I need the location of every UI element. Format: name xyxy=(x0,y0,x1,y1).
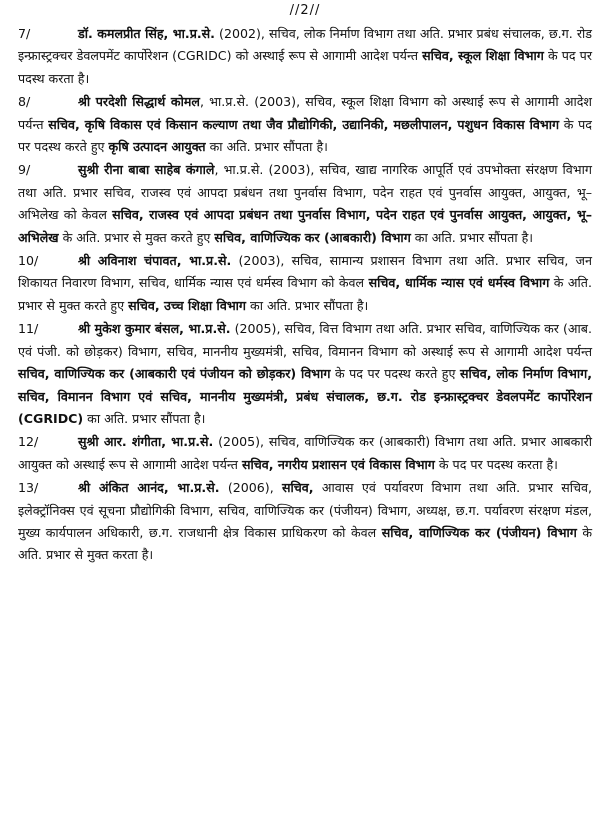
charge-bold-text: सचिव, वाणिज्यिक कर (आबकारी) विभाग xyxy=(214,229,411,245)
paragraph-number: 12/ xyxy=(18,434,39,450)
paragraph-text: (2005), सचिव, वाणिज्यिक कर (आबकारी) विभाग तथा अति. प्रभार आबकारी आयुक्त को अस्थाई रूप से आगामी आदेश पर्यन्त xyxy=(18,434,592,472)
officer-name: श्री अंकित आनंद, भा.प्र.से. xyxy=(78,480,220,496)
paragraph-text: के अति. प्रभार से मुक्त करते हुए xyxy=(58,229,215,245)
paragraph-text: के पद पर पदस्थ करता है। xyxy=(434,456,558,472)
designation-bold-text: सचिव, xyxy=(282,480,314,496)
charge-bold-text: सचिव, उच्च शिक्षा विभाग xyxy=(128,297,247,313)
posting-bold-text: सचिव, वाणिज्यिक कर (आबकारी एवं पंजीयन को छोड़कर) विभाग xyxy=(18,366,331,382)
order-paragraph-13 xyxy=(18,477,592,567)
paragraph-text: , भा.प्र.से. (2003), सचिव, स्कूल शिक्षा विभाग को अस्थाई रूप से आगामी आदेश पर्यन्त xyxy=(18,94,592,132)
paragraph-text: के पद पर पदस्थ करता है। xyxy=(18,48,592,86)
posting-bold-text: सचिव, स्कूल शिक्षा विभाग xyxy=(422,48,544,64)
officer-name: श्री मुकेश कुमार बंसल, भा.प्र.से. xyxy=(78,321,231,337)
officer-name: डॉ. कमलप्रीत सिंह, भा.प्र.से. xyxy=(78,26,215,41)
paragraph-text: (2005), सचिव, वित्त विभाग तथा अति. प्रभार सचिव, वाणिज्यिक कर (आब. एवं पंजी. को छोड़कर) विभाग, सचिव, माननीय मुख्यमंत्री, सचिव, विमानन विभाग को अस्थाई रूप से आगामी आदेश पर्यन्त xyxy=(18,321,592,359)
paragraph-number: 10/ xyxy=(18,253,39,269)
paragraph-text: (2006), xyxy=(219,480,283,496)
order-paragraph-12 xyxy=(18,431,592,476)
paragraph-number: 9/ xyxy=(18,162,31,178)
paragraph-text: का अति. प्रभार सौंपता है। xyxy=(205,139,328,155)
posting-bold-text: सचिव, कृषि विकास एवं किसान कल्याण तथा जैव प्रौद्योगिकी, उद्यानिकी, मछलीपालन, पशुधन विकास विभाग xyxy=(48,116,560,132)
paragraph-text: का अति. प्रभार सौंपता है। xyxy=(410,229,534,245)
relieved-bold-text: सचिव, राजस्व एवं आपदा प्रबंधन तथा पुनर्वास विभाग, पदेन राहत एवं पुनर्वास आयुक्त, आयुक्त, भू–अभिलेख xyxy=(18,207,593,245)
charge-bold-text: कृषि उत्पादन आयुक्त xyxy=(108,139,206,155)
paragraph-text: (2003), सचिव, सामान्य प्रशासन विभाग तथा अति. प्रभार सचिव, जन शिकायत निवारण विभाग, सचिव, धार्मिक न्यास एवं धर्मस्व विभाग को केवल xyxy=(18,253,592,291)
paragraph-text: , भा.प्र.से. (2003), सचिव, खाद्य नागरिक आपूर्ति एवं उपभोक्ता संरक्षण विभाग तथा अति. प्रभार सचिव, राजस्व एवं आपदा प्रबंधन तथा पुनर्वास विभाग, पदेन राहत एवं पुनर्वास आयुक्त, आयुक्त, भू–अभिलेख को केवल xyxy=(18,162,593,223)
relieved-bold-text: सचिव, वाणिज्यिक कर (पंजीयन) विभाग xyxy=(381,524,577,540)
officer-name: श्री परदेशी सिद्धार्थ कोमल xyxy=(78,94,200,110)
paragraph-number: 7/ xyxy=(18,26,31,41)
order-paragraph-10 xyxy=(18,250,592,317)
officer-name: श्री अविनाश चंपावत, भा.प्र.से. xyxy=(78,253,232,269)
paragraph-text: के पद पर पदस्थ करते हुए xyxy=(18,116,592,155)
officer-name: सुश्री रीना बाबा साहेब कंगाले xyxy=(78,162,215,178)
order-paragraph-8 xyxy=(18,91,592,158)
paragraph-text: के पद पर पदस्थ करते हुए xyxy=(330,366,460,382)
relieved-bold-text: सचिव, धार्मिक न्यास एवं धर्मस्व विभाग xyxy=(368,275,550,291)
paragraph-text: (2002), सचिव, लोक निर्माण विभाग तथा अति. प्रभार प्रबंध संचालक, छ.ग. रोड इन्फ्रास्ट्रक्चर डेवलपमेंट कार्पोरेशन (CGRIDC) को अस्थाई रूप से आगामी आदेश पर्यन्त xyxy=(18,26,592,64)
paragraph-number: 8/ xyxy=(18,94,31,110)
officer-name: सुश्री आर. शंगीता, भा.प्र.से. xyxy=(78,434,214,450)
paragraph-number: 13/ xyxy=(18,480,39,496)
paragraph-number: 11/ xyxy=(18,321,39,337)
paragraph-text: आवास एवं पर्यावरण विभाग तथा अति. प्रभार सचिव, इलेक्ट्रॉनिक्स एवं सूचना प्रौद्योगिकी विभाग, सचिव, वाणिज्यिक कर (पंजीयन) विभाग, अध्यक्ष, छ.ग. पर्यावरण संरक्षण मंडल, मुख्य कार्यपालन अधिकारी, छ.ग. राजधानी क्षेत्र विकास प्राधिकरण को केवल xyxy=(18,480,592,540)
paragraph-text: के अति. प्रभार से मुक्त करते हुए xyxy=(18,275,592,313)
order-paragraph-11 xyxy=(18,318,592,430)
charge-bold-text: सचिव, लोक निर्माण विभाग, सचिव, विमानन विभाग एवं सचिव, माननीय मुख्यमंत्री, प्रबंध संचालक, छ.ग. रोड इन्फ्रास्ट्रक्चर डेवलपमेंट कार्पोरेशन (CGRIDC) xyxy=(18,366,592,426)
order-paragraph-9 xyxy=(18,159,592,249)
paragraph-text: के अति. प्रभार से मुक्त करता है। xyxy=(18,524,592,563)
paragraph-text: का अति. प्रभार सौंपता है। xyxy=(83,410,206,426)
page-number: //2// xyxy=(289,3,321,18)
paragraph-text: का अति. प्रभार सौंपता है। xyxy=(246,297,369,313)
order-paragraph-7 xyxy=(18,23,592,90)
posting-bold-text: सचिव, नगरीय प्रशासन एवं विकास विभाग xyxy=(241,456,435,472)
